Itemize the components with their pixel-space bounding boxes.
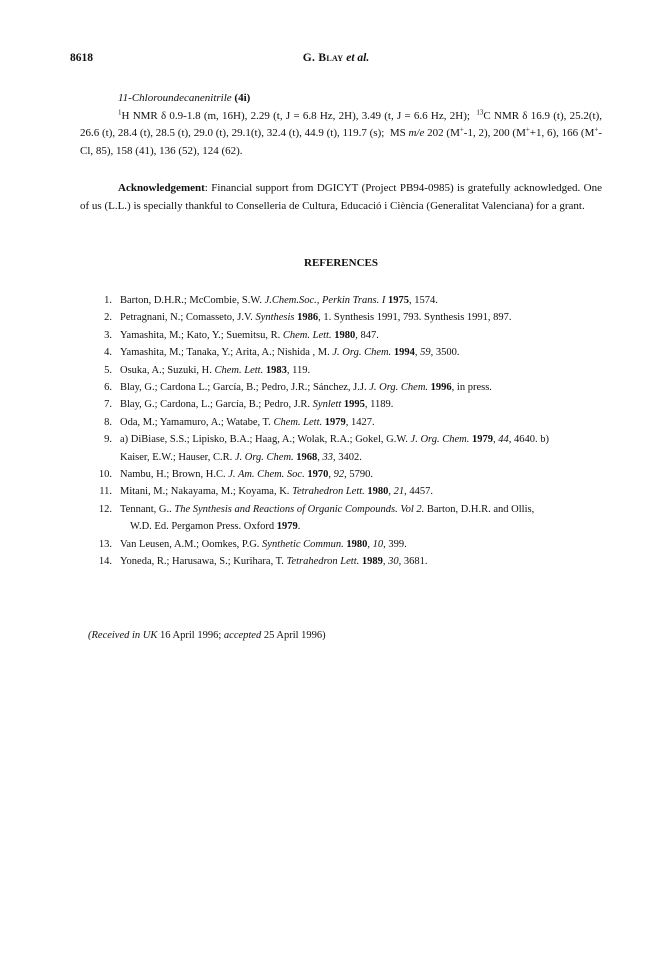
cnmr-data: C NMR δ 16.9 (t), 25.2(t), 26.6 (t), 28.4 (t), 28.5 (t), 29.0 (t), 29.1(t), 32.4 (t), 44.9 (t), 119.7 (s);	[80, 109, 602, 139]
reference-pages: , 5790.	[344, 469, 373, 481]
reference-year: 1979	[471, 434, 493, 446]
reference-volume: 59	[420, 347, 431, 359]
reference-journal: Synlett	[312, 399, 342, 411]
reference-pages: , 1427.	[345, 416, 375, 428]
ms-me: m/e	[408, 127, 425, 139]
reference-pages: , 4640. b)	[508, 434, 549, 446]
reference-journal: J.Chem.Soc., Perkin Trans. I	[264, 295, 386, 306]
acknowledgement-section	[80, 180, 602, 215]
reference-authors: Oda, M.; Yamamuro, A.; Watabe, T.	[120, 416, 271, 428]
reference-number: 6.	[104, 382, 112, 394]
reference-item	[80, 362, 610, 379]
reference-number: 10.	[98, 469, 112, 481]
reference-year: 1989	[361, 556, 383, 568]
reference-journal: J. Org. Chem.	[369, 382, 429, 394]
reference-authors: Barton, D.H.R.; McCombie, S.W.	[120, 295, 262, 306]
reference-item: 13. Van Leusen, A.M.; Oomkes, P.G. Synthetic Commun. 1980, 10, 399.	[80, 536, 610, 553]
acknowledgement-text: Financial support from DGICYT (Project PB94-0985) is gratefully acknowledged. One of us (L.L.) is specially thankful to Conselleria de Cultura, Educació i Ciència (Generalitat Valenciana) for a grant.	[80, 182, 602, 212]
reference-journal: Tetrahedron Lett.	[286, 556, 360, 568]
reference-number: 7.	[104, 399, 112, 411]
running-head-etal: et al.	[346, 52, 370, 64]
reference-item	[80, 327, 610, 344]
reference-number: 14.	[98, 556, 112, 568]
reference-year: 1980	[346, 538, 368, 550]
reference-pages: , 4457.	[404, 486, 434, 498]
acknowledgement-paragraph: Acknowledgement: Financial support from DGICYT (Project PB94-0985) is gratefully acknowledged. One of us (L.L.) is specially thankful to Conselleria de Cultura, Educació i Ciència (Generalitat Valenciana) for a grant.	[80, 182, 602, 212]
reference-year: 1995	[343, 399, 365, 411]
ms-label: MS	[389, 127, 406, 139]
reference-volume: 10	[372, 538, 384, 550]
reference-journal: Tetrahedron Lett.	[292, 486, 365, 498]
reference-volume: 33	[322, 451, 334, 463]
reference-pages: .	[297, 521, 301, 533]
reference-year: 1996	[430, 382, 452, 394]
reference-year: 1979	[324, 416, 346, 428]
reference-volume: 30	[388, 556, 399, 568]
reference-item	[80, 501, 610, 536]
reference-item	[80, 309, 610, 326]
reference-extra: Synthesis 1991, 793. Synthesis 1991, 897.	[333, 312, 512, 324]
reference-authors: Petragnani, N.; Comasseto, J.V.	[120, 312, 253, 324]
reference-authors: Van Leusen, A.M.; Oomkes, P.G.	[120, 538, 260, 550]
reference-journal: J. Am. Chem. Soc.	[228, 469, 305, 481]
reference-year: 1983	[265, 364, 287, 376]
reference-volume: 21	[393, 486, 405, 498]
references-title: REFERENCES	[304, 257, 378, 269]
reference-authors: Osuka, A.; Suzuki, H.	[120, 364, 212, 376]
reference-authors: Yamashita, M.; Tanaka, Y.; Arita, A.; Nishida , M.	[120, 347, 330, 359]
reference-journal: J. Org. Chem.	[234, 451, 294, 463]
reference-authors: Kaiser, E.W.; Hauser, C.R.	[120, 451, 233, 463]
reference-item: 11. Mitani, M.; Nakayama, M.; Koyama, K. Tetrahedron Lett. 1980, 21, 4457.	[80, 483, 610, 500]
running-head	[70, 52, 602, 64]
reference-number: 5.	[104, 364, 112, 376]
reference-pages: , 3500.	[430, 347, 460, 359]
hnmr-data: H NMR δ 0.9-1.8 (m, 16H), 2.29 (t, J = 6.8 Hz, 2H), 3.49 (t, J = 6.6 Hz, 2H);	[121, 109, 470, 122]
reference-journal: The Synthesis and Reactions of Organic Compounds. Vol 2.	[174, 503, 425, 515]
reference-pages: , 847.	[355, 329, 379, 341]
reference-authors: Yoneda, R.; Harusawa, S.; Kurihara, T.	[120, 556, 284, 568]
reference-pages: , in press.	[451, 382, 492, 394]
reference-year: 1994	[393, 347, 415, 359]
reference-journal: J. Org. Chem.	[332, 347, 392, 359]
page-header	[70, 52, 602, 68]
reference-item: 10. Nambu, H.; Brown, H.C. J. Am. Chem. Soc. 1970, 92, 5790.	[80, 466, 610, 483]
reference-year: 1970	[307, 469, 329, 481]
compound-label: (4i)	[234, 92, 251, 104]
reference-journal: Chem. Lett.	[273, 416, 323, 428]
reference-pages: , 399.	[383, 538, 407, 550]
reference-number: 1.	[104, 295, 112, 306]
reference-number: 13.	[98, 538, 112, 550]
reference-continuation	[120, 518, 610, 535]
compound-section	[80, 90, 602, 160]
reference-journal: Chem. Lett.	[214, 364, 264, 376]
reference-authors: a) DiBiase, S.S.; Lipisko, B.A.; Haag, A.; Wolak, R.A.; Gokel, G.W.	[120, 434, 408, 446]
reference-authors: Blay, G.; Cardona L.; García, B.; Pedro, J.R.; Sánchez, J.J.	[120, 382, 367, 394]
acknowledgement-title: Acknowledgement	[118, 182, 205, 194]
reference-journal: J. Org. Chem.	[410, 434, 470, 446]
reference-item: 4. Yamashita, M.; Tanaka, Y.; Arita, A.; Nishida , M. J. Org. Chem. 1994, 59, 3500.	[80, 344, 610, 361]
reference-number: 8.	[104, 416, 112, 428]
compound-spectral-data: $^1$H NMR δ 0.9-1.8 (m, 16H), 2.29 (t, J = 6.8 Hz, 2H), 3.49 (t, J = 6.6 Hz, 2H); $^{13}$C NMR δ 16.9 (t), 25.2(t), 26.6 (t), 28.4 (t), 28.5 (t), 29.0 (t), 29.1(t), 32.4 (t), 44.9 (t), 119.7 (s); MS m/e 202 (M+-1, 2), 200 (M++1, 6), 166 (M+-Cl, 85), 158 (41), 136 (52), 124 (62).	[80, 107, 603, 157]
reference-authors: Yamashita, M.; Kato, Y.; Suemitsu, R.	[120, 329, 281, 341]
reference-item	[80, 396, 610, 413]
reference-year: 1980	[334, 329, 356, 341]
reference-item	[80, 414, 610, 431]
reference-volume: 44	[498, 434, 509, 446]
reference-number: 12.	[98, 503, 112, 515]
ms-data: 202 (M+-1, 2), 200 (M++1, 6), 166 (M+-Cl, 85), 158 (41), 136 (52), 124 (62).	[80, 125, 603, 157]
reference-journal: Chem. Lett.	[282, 329, 332, 341]
reference-journal: Synthetic Commun.	[262, 538, 344, 550]
reference-publisher: W.D. Ed. Pergamon Press. Oxford	[130, 521, 275, 533]
reference-journal: Synthesis	[255, 312, 295, 324]
reference-number: 3.	[104, 329, 112, 341]
reference-number: 9.	[104, 434, 112, 446]
reference-pages: , 1574.	[408, 295, 438, 306]
reference-pages: , 119.	[286, 364, 311, 376]
reference-continuation: Kaiser, E.W.; Hauser, C.R. J. Org. Chem. 1968, 33, 3402.	[120, 451, 362, 463]
reference-authors: Tennant, G..	[120, 503, 172, 515]
reference-item: 9. a) DiBiase, S.S.; Lipisko, B.A.; Haag, A.; Wolak, R.A.; Gokel, G.W. J. Org. Chem. 1979, 44, 4640. b) Kaiser, E.W.; Hauser, C.R. J. Org. Chem. 1968, 33, 3402.	[80, 431, 610, 466]
reference-year: 1979	[276, 521, 298, 533]
reference-number: 2.	[104, 312, 112, 324]
reference-year: 1968	[296, 451, 318, 463]
accepted-label: accepted	[223, 630, 262, 641]
reference-pages: , 1.	[318, 312, 332, 324]
references-list	[80, 292, 610, 571]
reference-pages: , 3681.	[398, 556, 428, 568]
reference-year: 1980	[367, 486, 389, 498]
reference-authors: Mitani, M.; Nakayama, M.; Koyama, K.	[120, 486, 290, 498]
reference-volume: 92	[333, 469, 345, 481]
reference-item	[80, 292, 610, 309]
reference-year: 1975	[387, 295, 409, 306]
page-number: 8618	[70, 52, 93, 64]
reference-authors: Nambu, H.; Brown, H.C.	[120, 469, 226, 481]
reference-pages: , 1189.	[364, 399, 394, 411]
received-dates	[88, 630, 326, 641]
reference-number: 4.	[104, 347, 112, 359]
reference-item: 14. Yoneda, R.; Harusawa, S.; Kurihara, T. Tetrahedron Lett. 1989, 30, 3681.	[80, 553, 610, 570]
running-head-author: G. Blay	[302, 52, 344, 64]
received-prefix: (Received in UK	[88, 630, 158, 641]
received-date: 16 April 1996;	[160, 630, 222, 641]
reference-number: 11.	[99, 486, 112, 498]
reference-pages: Barton, D.H.R. and Ollis,	[424, 503, 535, 515]
compound-heading	[80, 90, 602, 108]
accepted-date: 25 April 1996)	[263, 630, 326, 641]
reference-authors: Blay, G.; Cardona, L.; García, B.; Pedro, J.R.	[120, 399, 311, 411]
reference-year: 1986	[297, 312, 319, 324]
compound-name: 11-Chloroundecanenitrile	[118, 92, 232, 104]
reference-pages: , 3402.	[333, 451, 362, 463]
reference-item	[80, 379, 610, 396]
